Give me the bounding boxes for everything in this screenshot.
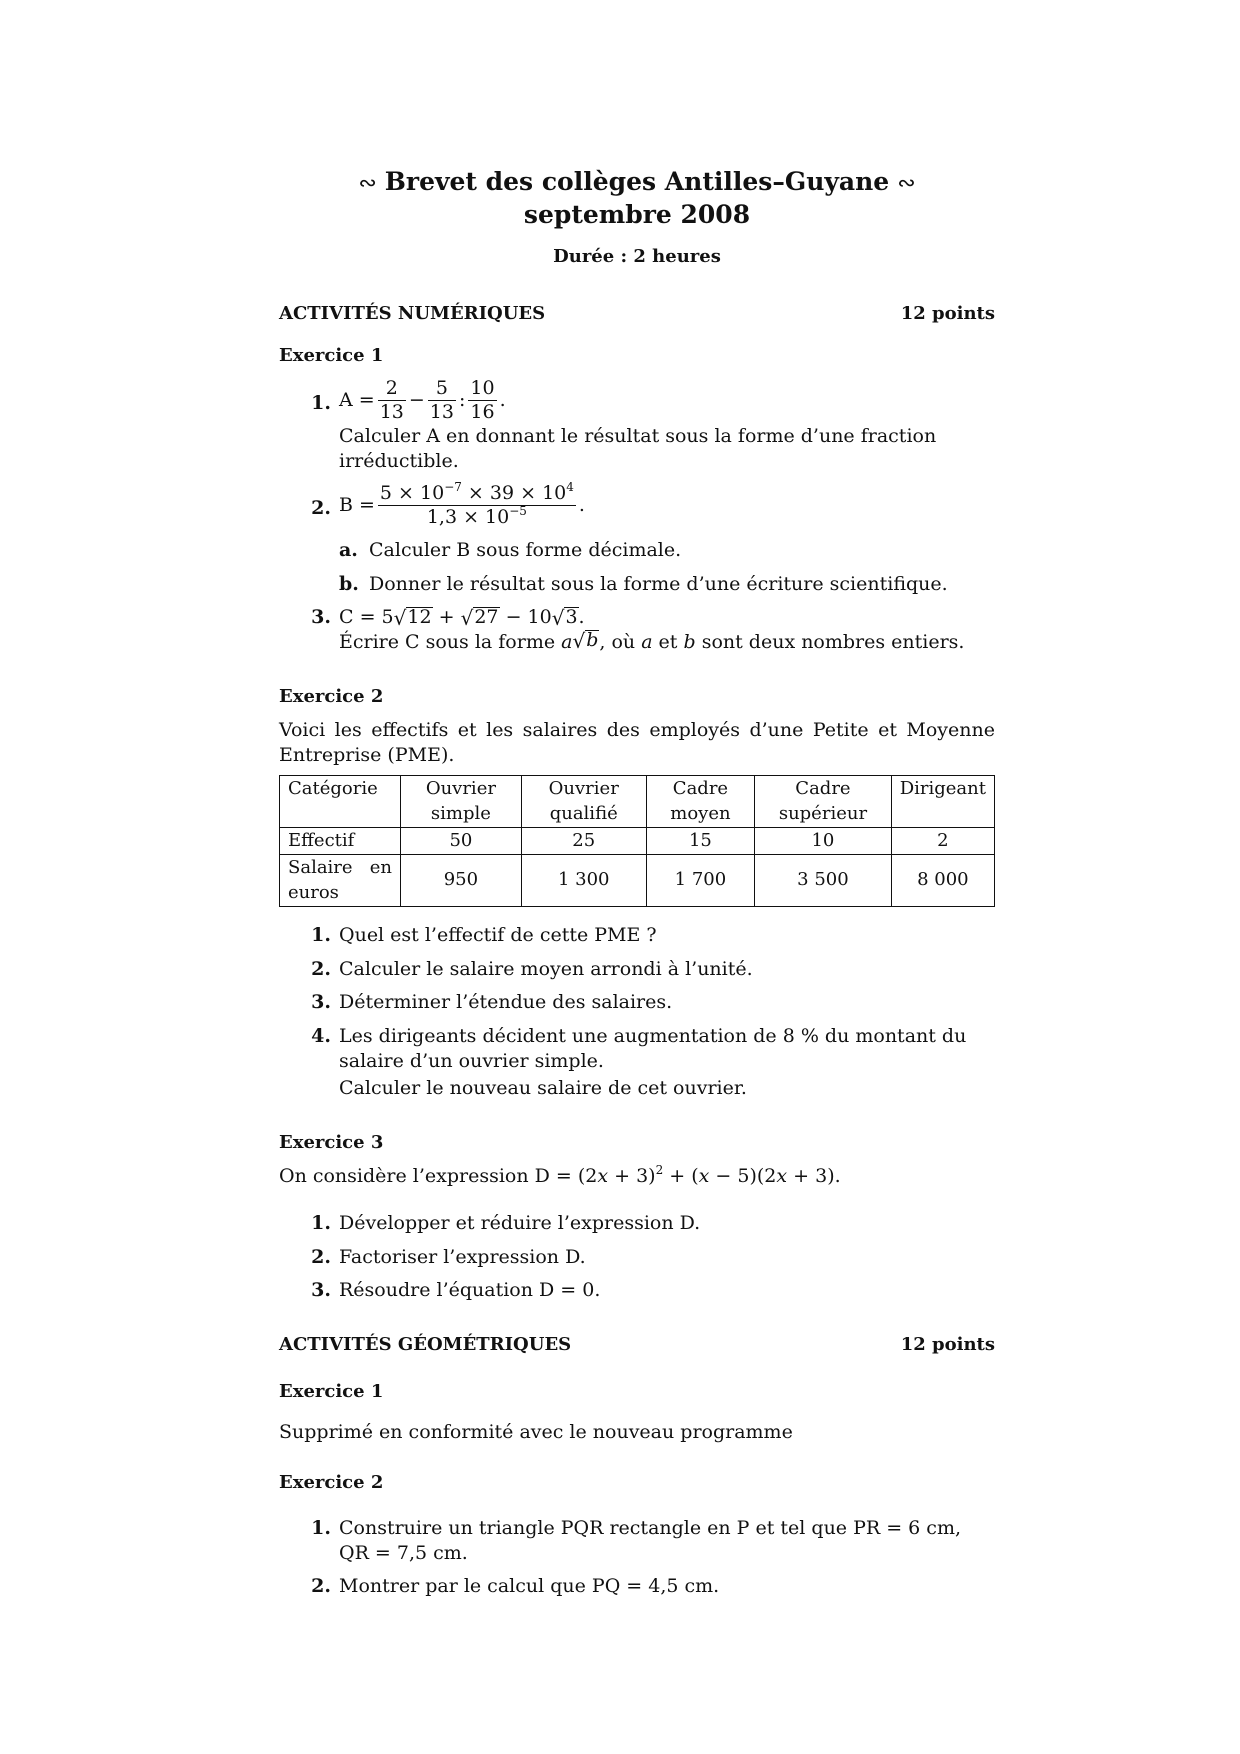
question-number: 1. [311,1212,331,1235]
expr-lhs: C = 5 [339,606,394,629]
text-part: + 3). [787,1165,841,1188]
question-text: Résoudre l’équation D = 0. [339,1279,601,1302]
question-text: Les dirigeants décident une augmentation de 8 % du montant du salaire d’un ouvrier simple. [339,1024,967,1072]
title-line-2: septembre 2008 [523,199,751,229]
table-header-cell: Cadre supérieur [755,776,891,828]
question-number: 2. [311,957,331,980]
question-text: Montrer par le calcul que PQ = 4,5 cm. [339,1575,720,1598]
section-numeric-header [279,302,995,325]
document-page [279,166,995,1608]
square-root: √ 12 [393,606,432,631]
denominator: 16 [470,401,495,424]
text-part: + 3) [608,1165,656,1188]
sub-text: Donner le résultat sous la forme d’une écriture scientifique. [369,572,948,595]
sub-label: b. [339,572,359,595]
denominator [378,506,576,529]
table-row [280,855,995,907]
question-text: Calculer A en donnant le résultat sous la forme d’une fraction irréductible. [339,424,937,472]
section-geometric-title: ACTIVITÉS GÉOMÉTRIQUES [279,1334,572,1356]
table-cell: 950 [401,855,522,907]
table-cell: 15 [646,827,755,854]
expression-c [339,605,585,630]
question-1 [279,377,995,473]
operator: + [438,606,455,629]
question-text: Calculer le salaire moyen arrondi à l’unité. [339,957,753,980]
exponent: 2 [655,1163,664,1178]
square-root: √ 3 [551,606,578,631]
question-2 [279,482,995,596]
exponent: −5 [509,504,527,519]
table-cell: 25 [521,827,646,854]
document-title [279,166,995,231]
expression-b [339,482,585,529]
fraction [468,377,496,424]
numeric-exercise-1-questions [279,377,995,654]
denominator: 13 [379,401,404,424]
question-3 [279,1278,995,1303]
radicand: 3 [565,606,578,629]
variable: x [597,1165,609,1188]
table-cell: 3 500 [755,855,891,907]
geometric-exercise-2-questions [279,1516,995,1599]
exponent: 4 [566,480,574,495]
fraction [428,377,456,424]
variable: b [683,630,696,653]
question-3 [279,605,995,654]
exercise-3-intro [279,1164,995,1189]
expr-lhs: A = [339,389,375,412]
title-line-1 [279,166,995,199]
table-cell: Effectif [280,827,401,854]
question-1 [279,923,995,948]
sub-questions [339,538,995,596]
geometric-exercise-2-title: Exercice 2 [279,1471,384,1493]
question-number: 4. [311,1024,331,1047]
question-2 [279,1574,995,1599]
text-part: , où [599,630,642,653]
table-cell: 50 [401,827,522,854]
denominator-part: 1,3 × 10 [426,506,510,529]
sub-label: a. [339,538,358,561]
numeric-exercise-2-questions [279,923,995,1101]
section-geometric-points: 12 points [900,1334,995,1356]
period: . [499,389,506,412]
fraction [378,482,576,529]
table-cell: Salaire en euros [280,855,401,907]
title-text: Brevet des collèges Antilles–Guyane [384,167,890,196]
question-number: 3. [311,606,331,629]
operator: − [408,389,425,412]
question-number: 3. [311,1279,331,1302]
question-number: 1. [311,923,331,946]
variable: a [641,630,653,653]
square-root: √ 27 [460,606,499,631]
period: . [578,606,585,629]
table-header-cell: Ouvrier simple [401,776,522,828]
question-number: 2. [311,1245,331,1268]
text-part: + ( [663,1165,699,1188]
table-cell: 1 300 [521,855,646,907]
radicand: 27 [474,606,499,629]
exam-duration: Durée : 2 heures [553,246,721,268]
text-part: et [652,630,684,653]
question-text: Factoriser l’expression D. [339,1245,586,1268]
square-root: √ b [572,628,599,653]
question-text [339,630,995,655]
numerator: 2 [378,377,406,401]
question-text: Déterminer l’étendue des salaires. [339,991,673,1014]
text-part: On considère l’expression D = (2 [279,1165,598,1188]
table-header-row [280,776,995,828]
table-header-cell: Catégorie [280,776,401,828]
section-numeric-title: ACTIVITÉS NUMÉRIQUES [279,303,546,325]
table-header-cell: Cadre moyen [646,776,755,828]
numerator-part: × 39 × 10 [461,482,567,505]
fraction [378,377,406,424]
numerator: 10 [470,377,495,400]
question-number: 1. [311,392,331,415]
question-1 [279,1211,995,1236]
numerator [378,482,576,506]
question-number: 2. [311,1575,331,1598]
ornament-right-icon: ∾ [897,171,916,196]
geometric-exercise-1-title: Exercice 1 [279,1381,384,1403]
question-text: Quel est l’effectif de cette PME ? [339,923,657,946]
question-number: 2. [311,497,331,520]
variable: x [698,1165,710,1188]
period: . [578,494,585,517]
table-row [280,827,995,854]
question-2 [279,957,995,982]
ornament-left-icon: ∾ [358,171,377,196]
table-header-cell: Dirigeant [891,776,994,828]
question-1 [279,1516,995,1565]
salary-table [279,775,995,906]
text-part: − 5)(2 [709,1165,777,1188]
section-numeric-points: 12 points [900,303,995,325]
radicand: b [586,628,599,651]
operator: − 10 [505,606,552,629]
text-part: Écrire C sous la forme [339,630,562,653]
radicand: 12 [407,606,432,629]
exponent: −7 [444,480,462,495]
sub-question-b [339,572,995,597]
table-cell: 8 000 [891,855,994,907]
question-2 [279,1245,995,1270]
question-text: Calculer le nouveau salaire de cet ouvrier. [339,1077,747,1100]
numeric-exercise-1-title: Exercice 1 [279,344,384,366]
numeric-exercise-3-title: Exercice 3 [279,1131,384,1153]
question-4 [279,1024,995,1101]
text-part: sont deux nombres entiers. [695,630,965,653]
question-3 [279,990,995,1015]
question-text: Construire un triangle PQR rectangle en P et tel que PR = 6 cm, QR = 7,5 cm. [339,1516,962,1564]
section-geometric-header [279,1333,995,1356]
numeric-exercise-3-questions [279,1211,995,1303]
question-number: 1. [311,1516,331,1539]
table-cell: 10 [755,827,891,854]
sub-question-a [339,538,995,563]
table-cell: 1 700 [646,855,755,907]
table-cell: 2 [891,827,994,854]
numerator: 5 [428,377,456,401]
denominator: 13 [429,401,454,424]
expr-lhs: B = [339,494,375,517]
variable: a [561,630,573,653]
operator: : [458,389,466,412]
numeric-exercise-2-title: Exercice 2 [279,685,384,707]
geometric-exercise-1-text: Supprimé en conformité avec le nouveau programme [279,1420,793,1443]
exercise-2-intro: Voici les effectifs et les salaires des employés d’une Petite et Moyenne Entreprise (PME). [279,718,995,766]
variable: x [776,1165,788,1188]
numerator-part: 5 × 10 [379,482,445,505]
question-text: Développer et réduire l’expression D. [339,1212,701,1235]
table-header-cell: Ouvrier qualifié [521,776,646,828]
question-number: 3. [311,991,331,1014]
sub-text: Calculer B sous forme décimale. [369,538,682,561]
expression-a [339,377,506,424]
